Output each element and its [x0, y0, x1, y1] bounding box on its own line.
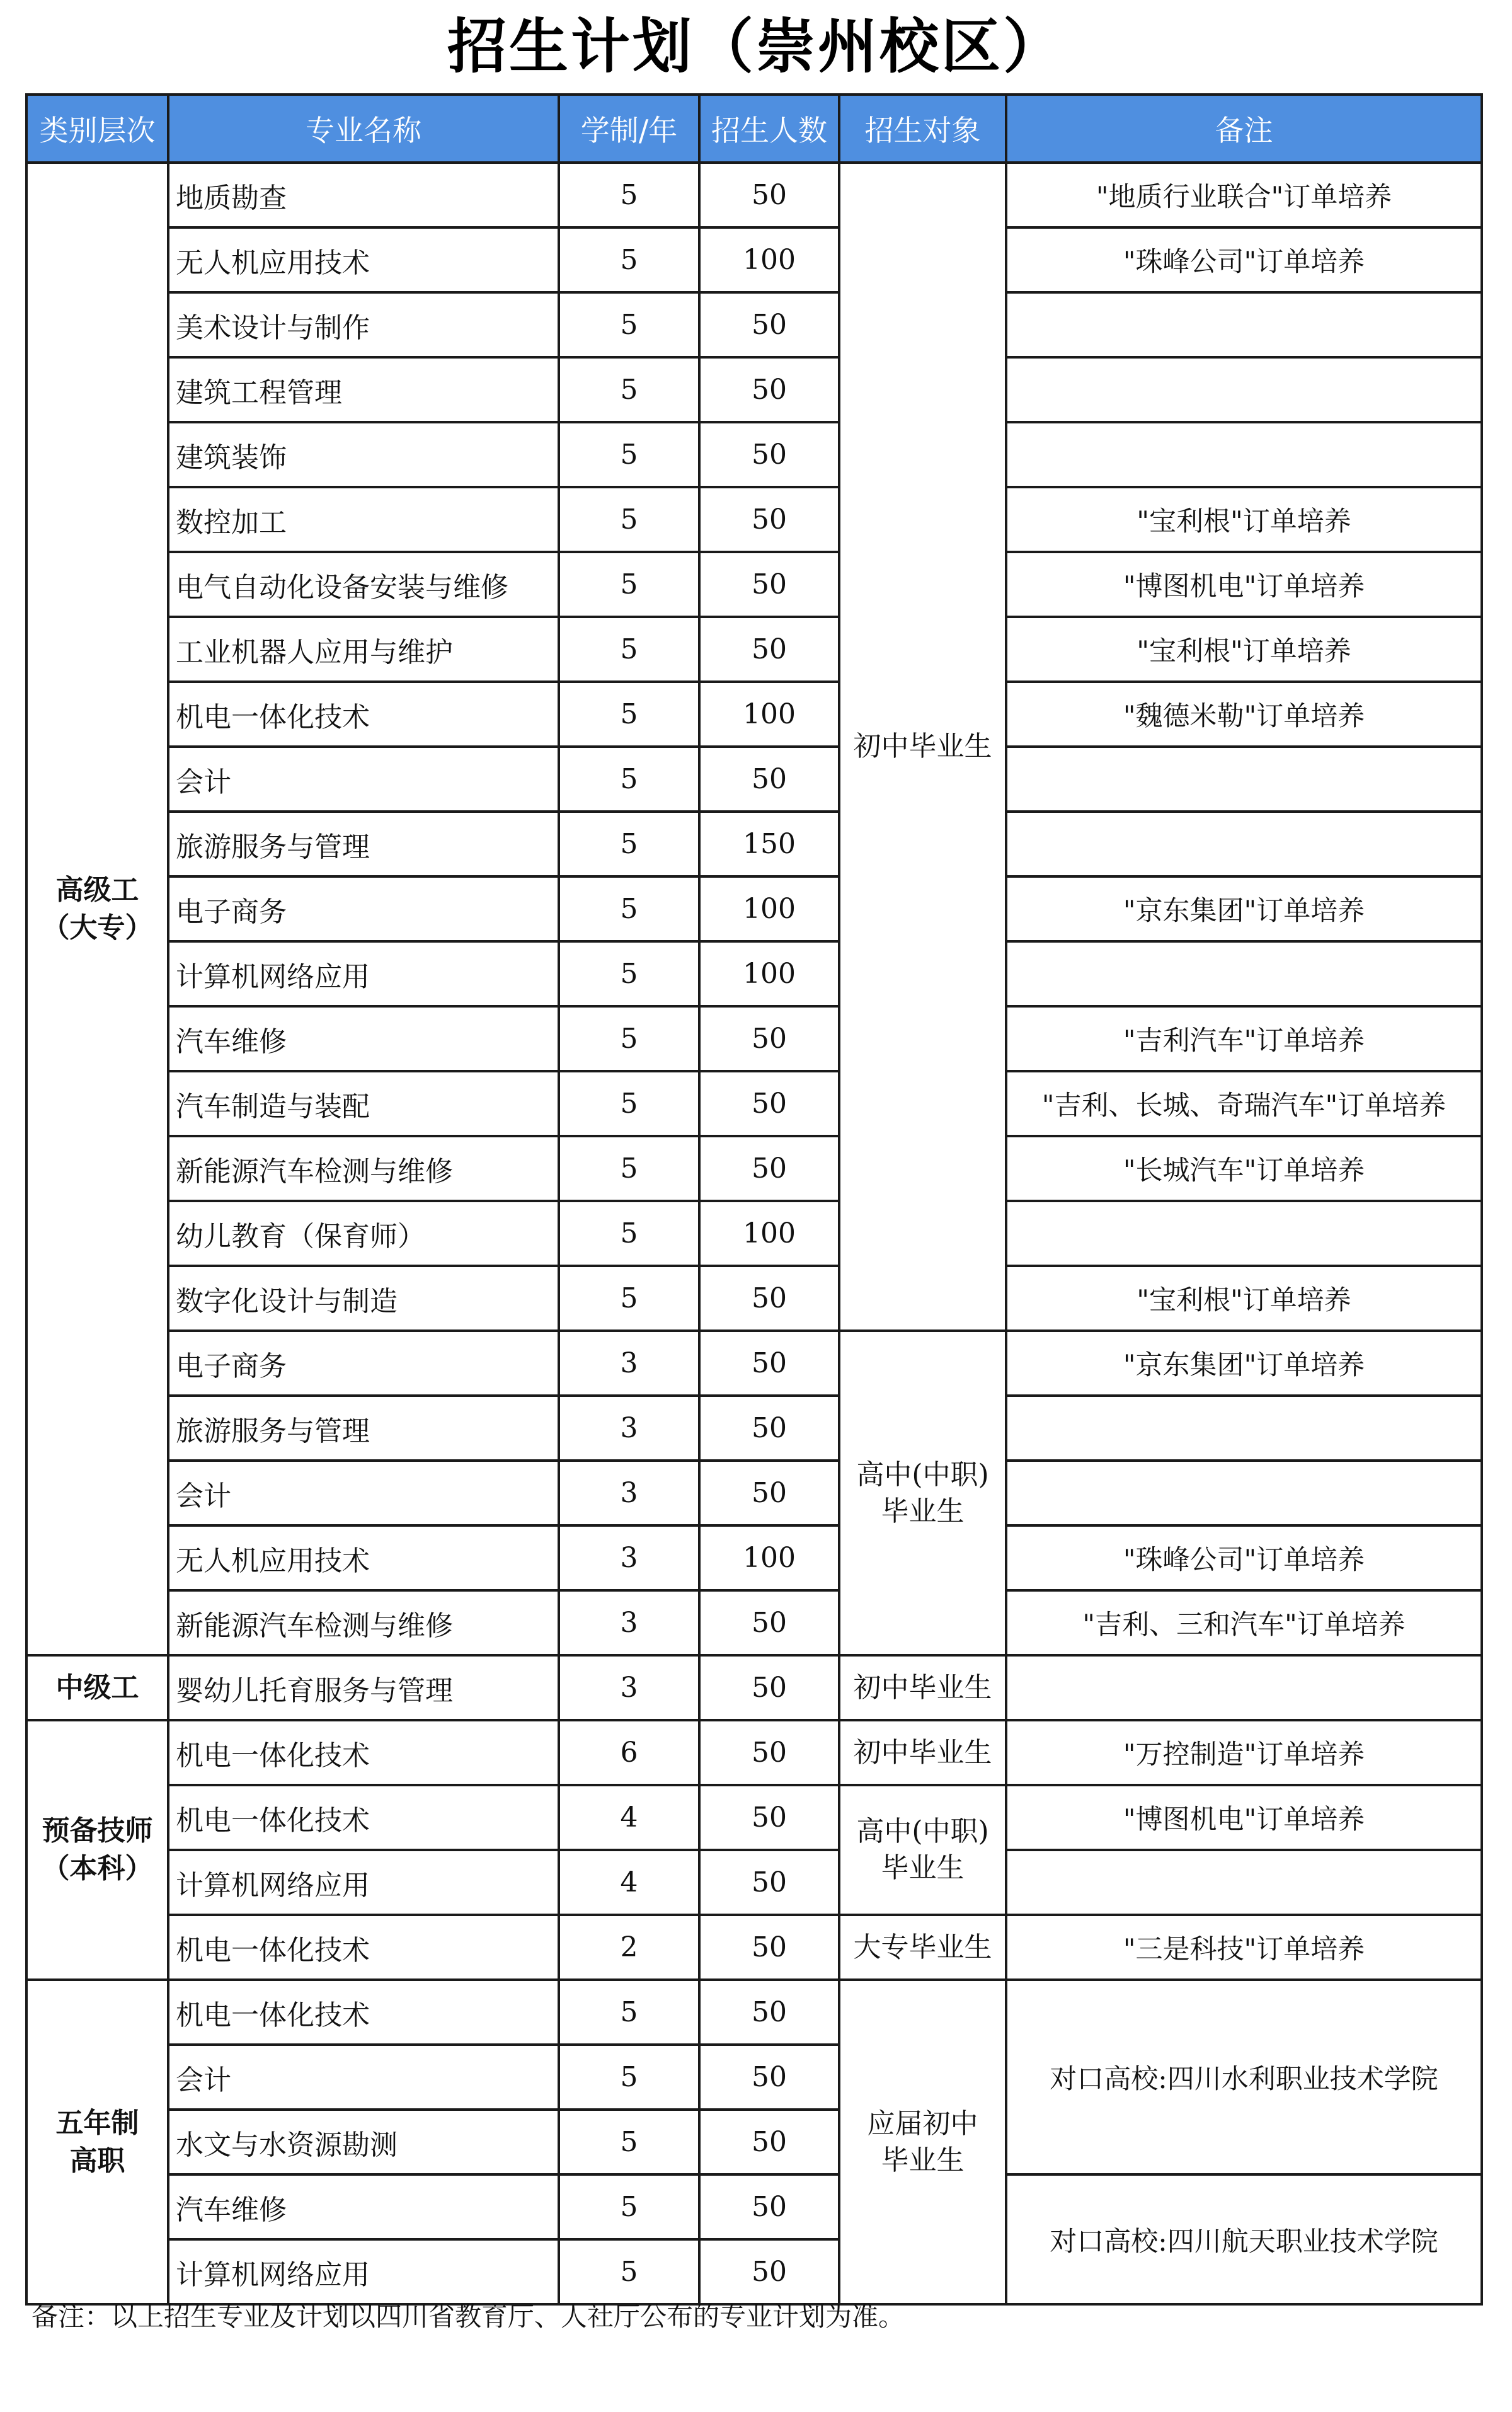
study-years: 5: [559, 747, 699, 812]
major-name: 幼儿教育（保育师）: [168, 1201, 559, 1266]
enrollment-count: 150: [699, 812, 839, 876]
note-cell: "宝利根"订单培养: [1006, 487, 1482, 552]
study-years: 5: [559, 2174, 699, 2239]
table-row: [26, 1915, 1482, 1980]
note-cell: [1006, 941, 1482, 1006]
enrollment-count: 50: [699, 422, 839, 487]
table-row: [26, 812, 1482, 876]
study-years: 5: [559, 812, 699, 876]
table-row: [26, 292, 1482, 357]
table-row: [26, 1266, 1482, 1331]
note-cell: [1006, 292, 1482, 357]
enrollment-count: 50: [699, 1461, 839, 1525]
note-cell: "地质行业联合"订单培养: [1006, 163, 1482, 227]
major-name: 美术设计与制作: [168, 292, 559, 357]
table-row: [26, 1071, 1482, 1136]
note-cell: [1006, 812, 1482, 876]
enrollment-target: 初中毕业生: [839, 163, 1006, 1331]
table-row: [26, 357, 1482, 422]
enrollment-count: 50: [699, 1655, 839, 1720]
enrollment-count: 50: [699, 357, 839, 422]
table-row: [26, 2174, 1482, 2239]
study-years: 5: [559, 682, 699, 747]
enrollment-count: 50: [699, 1720, 839, 1785]
study-years: 5: [559, 617, 699, 682]
enrollment-target: 大专毕业生: [839, 1915, 1006, 1980]
enrollment-count: 50: [699, 2110, 839, 2174]
note-cell: "京东集团"订单培养: [1006, 876, 1482, 941]
table-row: [26, 1590, 1482, 1655]
major-name: 电气自动化设备安装与维修: [168, 552, 559, 617]
note-cell: "万控制造"订单培养: [1006, 1720, 1482, 1785]
study-years: 4: [559, 1850, 699, 1915]
study-years: 3: [559, 1396, 699, 1461]
note-school-2: 对口高校:四川航天职业技术学院: [1006, 2174, 1482, 2304]
study-years: 5: [559, 163, 699, 227]
major-name: 数字化设计与制造: [168, 1266, 559, 1331]
note-cell: [1006, 1461, 1482, 1525]
note-cell: "宝利根"订单培养: [1006, 617, 1482, 682]
header-category: 类别层次: [26, 95, 168, 163]
table-row: [26, 1850, 1482, 1915]
category-zhongjigong: 中级工: [26, 1655, 168, 1720]
study-years: 5: [559, 1201, 699, 1266]
table-row: [26, 876, 1482, 941]
major-name: 计算机网络应用: [168, 941, 559, 1006]
study-years: 5: [559, 1266, 699, 1331]
major-name: 建筑装饰: [168, 422, 559, 487]
category-gaojigong: 高级工 （大专）: [26, 163, 168, 1655]
enrollment-target: 初中毕业生: [839, 1655, 1006, 1720]
table-row: [26, 1396, 1482, 1461]
note-cell: "魏德米勒"订单培养: [1006, 682, 1482, 747]
enrollment-count: 100: [699, 941, 839, 1006]
major-name: 数控加工: [168, 487, 559, 552]
header-count: 招生人数: [699, 95, 839, 163]
enrollment-target: 高中(中职) 毕业生: [839, 1785, 1006, 1915]
table-row: [26, 1006, 1482, 1071]
major-name: 电子商务: [168, 1331, 559, 1396]
table-row: [26, 552, 1482, 617]
study-years: 5: [559, 2110, 699, 2174]
note-cell: [1006, 357, 1482, 422]
enrollment-count: 50: [699, 1331, 839, 1396]
major-name: 新能源汽车检测与维修: [168, 1590, 559, 1655]
enrollment-count: 50: [699, 1915, 839, 1980]
study-years: 5: [559, 2239, 699, 2304]
study-years: 6: [559, 1720, 699, 1785]
table-row: [26, 617, 1482, 682]
major-name: 无人机应用技术: [168, 227, 559, 292]
study-years: 5: [559, 422, 699, 487]
table-body: [26, 163, 1482, 2304]
enrollment-count: 50: [699, 163, 839, 227]
enrollment-count: 50: [699, 1785, 839, 1850]
note-cell: "吉利、三和汽车"订单培养: [1006, 1590, 1482, 1655]
table-row: [26, 1136, 1482, 1201]
enrollment-count: 100: [699, 227, 839, 292]
header-note: 备注: [1006, 95, 1482, 163]
header-target: 招生对象: [839, 95, 1006, 163]
note-cell: "博图机电"订单培养: [1006, 552, 1482, 617]
study-years: 5: [559, 2045, 699, 2110]
enrollment-count: 50: [699, 1980, 839, 2045]
table-row: [26, 1655, 1482, 1720]
enrollment-count: 50: [699, 1266, 839, 1331]
table-row: [26, 1980, 1482, 2045]
table-row: [26, 163, 1482, 227]
study-years: 5: [559, 1980, 699, 2045]
enrollment-count: 50: [699, 1590, 839, 1655]
major-name: 工业机器人应用与维护: [168, 617, 559, 682]
note-cell: "吉利、长城、奇瑞汽车"订单培养: [1006, 1071, 1482, 1136]
major-name: 机电一体化技术: [168, 1915, 559, 1980]
note-cell: [1006, 1396, 1482, 1461]
note-school-1: 对口高校:四川水利职业技术学院: [1006, 1980, 1482, 2174]
study-years: 5: [559, 487, 699, 552]
major-name: 汽车维修: [168, 1006, 559, 1071]
major-name: 会计: [168, 1461, 559, 1525]
enrollment-count: 50: [699, 552, 839, 617]
table-row: [26, 1201, 1482, 1266]
table-header-row: [26, 95, 1482, 163]
major-name: 电子商务: [168, 876, 559, 941]
note-cell: "京东集团"订单培养: [1006, 1331, 1482, 1396]
study-years: 5: [559, 876, 699, 941]
major-name: 地质勘查: [168, 163, 559, 227]
enrollment-count: 50: [699, 487, 839, 552]
note-cell: "三是科技"订单培养: [1006, 1915, 1482, 1980]
study-years: 3: [559, 1331, 699, 1396]
major-name: 汽车制造与装配: [168, 1071, 559, 1136]
enrollment-count: 100: [699, 682, 839, 747]
header-years: 学制/年: [559, 95, 699, 163]
major-name: 计算机网络应用: [168, 1850, 559, 1915]
note-cell: "珠峰公司"订单培养: [1006, 227, 1482, 292]
study-years: 2: [559, 1915, 699, 1980]
major-name: 机电一体化技术: [168, 1720, 559, 1785]
table-row: [26, 1461, 1482, 1525]
note-cell: "珠峰公司"订单培养: [1006, 1525, 1482, 1590]
enrollment-count: 50: [699, 1071, 839, 1136]
table-row: [26, 941, 1482, 1006]
enrollment-count: 50: [699, 1850, 839, 1915]
enrollment-count: 100: [699, 876, 839, 941]
study-years: 5: [559, 552, 699, 617]
study-years: 3: [559, 1590, 699, 1655]
major-name: 建筑工程管理: [168, 357, 559, 422]
enrollment-target: 应届初中 毕业生: [839, 1980, 1006, 2304]
table-row: [26, 1331, 1482, 1396]
note-cell: "吉利汽车"订单培养: [1006, 1006, 1482, 1071]
major-name: 会计: [168, 2045, 559, 2110]
table-row: [26, 1785, 1482, 1850]
study-years: 4: [559, 1785, 699, 1850]
study-years: 5: [559, 227, 699, 292]
major-name: 会计: [168, 747, 559, 812]
table-row: [26, 1525, 1482, 1590]
category-yubei: 预备技师 （本科）: [26, 1720, 168, 1980]
major-name: 机电一体化技术: [168, 682, 559, 747]
note-cell: "宝利根"订单培养: [1006, 1266, 1482, 1331]
enrollment-count: 50: [699, 747, 839, 812]
major-name: 汽车维修: [168, 2174, 559, 2239]
enrollment-count: 50: [699, 2239, 839, 2304]
major-name: 旅游服务与管理: [168, 1396, 559, 1461]
enrollment-count: 50: [699, 292, 839, 357]
study-years: 5: [559, 1136, 699, 1201]
note-cell: [1006, 747, 1482, 812]
study-years: 5: [559, 941, 699, 1006]
page-title: 招生计划（崇州校区）: [447, 13, 1065, 81]
enrollment-count: 50: [699, 2174, 839, 2239]
major-name: 机电一体化技术: [168, 1785, 559, 1850]
table-row: [26, 487, 1482, 552]
enrollment-count: 50: [699, 2045, 839, 2110]
major-name: 新能源汽车检测与维修: [168, 1136, 559, 1201]
table-row: [26, 747, 1482, 812]
study-years: 5: [559, 357, 699, 422]
category-wunianzhi: 五年制 高职: [26, 1980, 168, 2304]
table-row: [26, 682, 1482, 747]
table-row: [26, 422, 1482, 487]
major-name: 婴幼儿托育服务与管理: [168, 1655, 559, 1720]
header-major: 专业名称: [168, 95, 559, 163]
enrollment-target: 高中(中职) 毕业生: [839, 1331, 1006, 1655]
enrollment-table: [25, 93, 1483, 2306]
note-cell: [1006, 1655, 1482, 1720]
study-years: 3: [559, 1461, 699, 1525]
enrollment-count: 50: [699, 1136, 839, 1201]
note-cell: [1006, 1850, 1482, 1915]
note-cell: "博图机电"订单培养: [1006, 1785, 1482, 1850]
table-row: [26, 227, 1482, 292]
note-cell: [1006, 1201, 1482, 1266]
footnote: 备注：以上招生专业及计划以四川省教育厅、人社厅公布的专业计划为准。: [32, 2301, 905, 2332]
enrollment-count: 50: [699, 1396, 839, 1461]
enrollment-target: 初中毕业生: [839, 1720, 1006, 1785]
note-cell: [1006, 422, 1482, 487]
enrollment-count: 100: [699, 1201, 839, 1266]
major-name: 计算机网络应用: [168, 2239, 559, 2304]
note-cell: "长城汽车"订单培养: [1006, 1136, 1482, 1201]
major-name: 旅游服务与管理: [168, 812, 559, 876]
study-years: 5: [559, 292, 699, 357]
study-years: 3: [559, 1525, 699, 1590]
study-years: 3: [559, 1655, 699, 1720]
major-name: 无人机应用技术: [168, 1525, 559, 1590]
study-years: 5: [559, 1006, 699, 1071]
enrollment-count: 50: [699, 1006, 839, 1071]
table-row: [26, 1720, 1482, 1785]
enrollment-count: 100: [699, 1525, 839, 1590]
major-name: 水文与水资源勘测: [168, 2110, 559, 2174]
enrollment-count: 50: [699, 617, 839, 682]
study-years: 5: [559, 1071, 699, 1136]
major-name: 机电一体化技术: [168, 1980, 559, 2045]
